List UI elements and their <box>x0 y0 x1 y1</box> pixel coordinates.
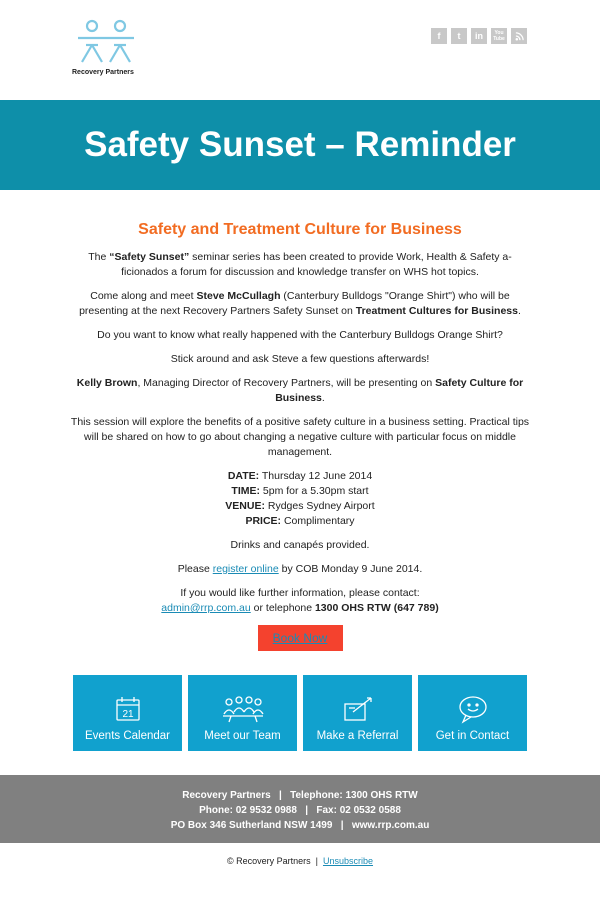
price-label: PRICE: <box>245 515 282 527</box>
banner-title: Safety Sunset – Reminder <box>0 100 600 190</box>
rss-icon[interactable] <box>511 28 527 44</box>
section-heading: Safety and Treatment Culture for Business <box>138 221 462 238</box>
event-details <box>70 469 530 529</box>
book-button-wrap <box>70 625 530 651</box>
contact-mid: or telephone <box>250 602 315 614</box>
register-post: by COB Monday 9 June 2014. <box>278 563 423 575</box>
footer-line-1: Recovery Partners | Telephone: 1300 OHS RTW <box>182 790 418 801</box>
time-value: 5pm for a 5.30pm start <box>260 485 369 497</box>
presenter-name: Kelly Brown <box>76 377 138 389</box>
logo-name: Recovery Partners <box>72 69 134 76</box>
presenter-topic: Safety Culture for Business <box>275 377 524 404</box>
speaker-pre: Come along and meet <box>90 290 197 302</box>
book-now-button[interactable]: Book Now <box>258 625 343 651</box>
email-header <box>0 0 600 100</box>
presenter-post: . <box>321 392 325 404</box>
date-value: Thursday 12 June 2014 <box>259 470 373 482</box>
register-paragraph <box>70 562 530 577</box>
social-links <box>431 28 527 44</box>
meet-our-team-tile[interactable] <box>188 675 297 751</box>
tile-label: Make a Referral <box>316 730 399 742</box>
date-label: DATE: <box>227 470 260 482</box>
copyright-text: © Recovery Partners | <box>226 856 323 866</box>
question-paragraph: Do you want to know what really happened with the Canterbury Bulldogs Orange Shirt? <box>97 329 503 341</box>
intro-post: seminar series has been created to provide Work, Health & Safety a-ficionados a forum for discussion and knowledge transfer on WHS hot topics. <box>121 251 512 278</box>
price-value: Complimentary <box>281 515 355 527</box>
register-link[interactable]: register online <box>212 563 279 575</box>
presenter-paragraph <box>70 376 530 406</box>
contact-paragraph <box>70 586 530 616</box>
tile-label: Events Calendar <box>84 730 171 742</box>
presenter-mid: , Managing Director of Recovery Partners, will be presenting on <box>137 377 436 389</box>
twitter-icon[interactable]: t <box>451 28 467 44</box>
speaker-post: . <box>517 305 521 317</box>
make-a-referral-tile[interactable] <box>303 675 412 751</box>
drinks-paragraph: Drinks and canapés provided. <box>230 539 370 551</box>
events-calendar-tile[interactable] <box>73 675 182 751</box>
session-paragraph: This session will explore the benefits of a positive safety culture in a business setting. Practical tips will be shared on how to go about changing a negative culture with particular focus on middle management. <box>70 416 530 458</box>
intro-bold: “Safety Sunset” <box>109 251 190 263</box>
footer <box>0 775 600 843</box>
time-label: TIME: <box>231 485 260 497</box>
venue-value: Rydges Sydney Airport <box>264 500 375 512</box>
tile-label: Get in Contact <box>435 730 510 742</box>
tile-label: Meet our Team <box>204 730 281 742</box>
bottom-bar <box>0 856 600 866</box>
linkedin-icon[interactable]: in <box>471 28 487 44</box>
action-tiles <box>0 675 600 751</box>
calendar-icon <box>113 694 143 724</box>
contact-phone: 1300 OHS RTW (647 789) <box>314 602 439 614</box>
get-in-contact-tile[interactable] <box>418 675 527 751</box>
register-pre: Please <box>177 563 213 575</box>
speaker-name: Steve McCullagh <box>196 290 281 302</box>
intro-paragraph <box>70 250 530 280</box>
email-link[interactable]: admin@rrp.com.au <box>161 602 251 614</box>
people-logo-icon <box>72 18 152 68</box>
contact-line1: If you would like further information, please contact: <box>180 587 420 599</box>
chat-bubble-icon <box>456 694 490 724</box>
unsubscribe-link[interactable]: Unsubscribe <box>322 856 374 866</box>
stick-around-paragraph: Stick around and ask Steve a few questions afterwards! <box>170 353 430 365</box>
speaker-topic: Treatment Cultures for Business <box>355 305 518 317</box>
speaker-paragraph <box>70 289 530 319</box>
footer-line-2: Phone: 02 9532 0988 | Fax: 02 0532 0588 <box>199 805 401 816</box>
venue-label: VENUE: <box>225 500 265 512</box>
referral-icon <box>341 694 375 724</box>
youtube-icon[interactable]: You Tube <box>491 28 507 44</box>
team-icon <box>219 694 267 724</box>
footer-line-3: PO Box 346 Sutherland NSW 1499 | www.rrp.com.au <box>170 820 430 831</box>
intro-pre: The <box>88 251 110 263</box>
facebook-icon[interactable]: f <box>431 28 447 44</box>
svg-text:21: 21 <box>121 709 134 720</box>
speaker-mid: (Canterbury Bulldogs "Orange Shirt") who will be presenting at the next Recovery Partners Safety Sunset on <box>79 290 510 317</box>
email-body <box>70 220 530 651</box>
